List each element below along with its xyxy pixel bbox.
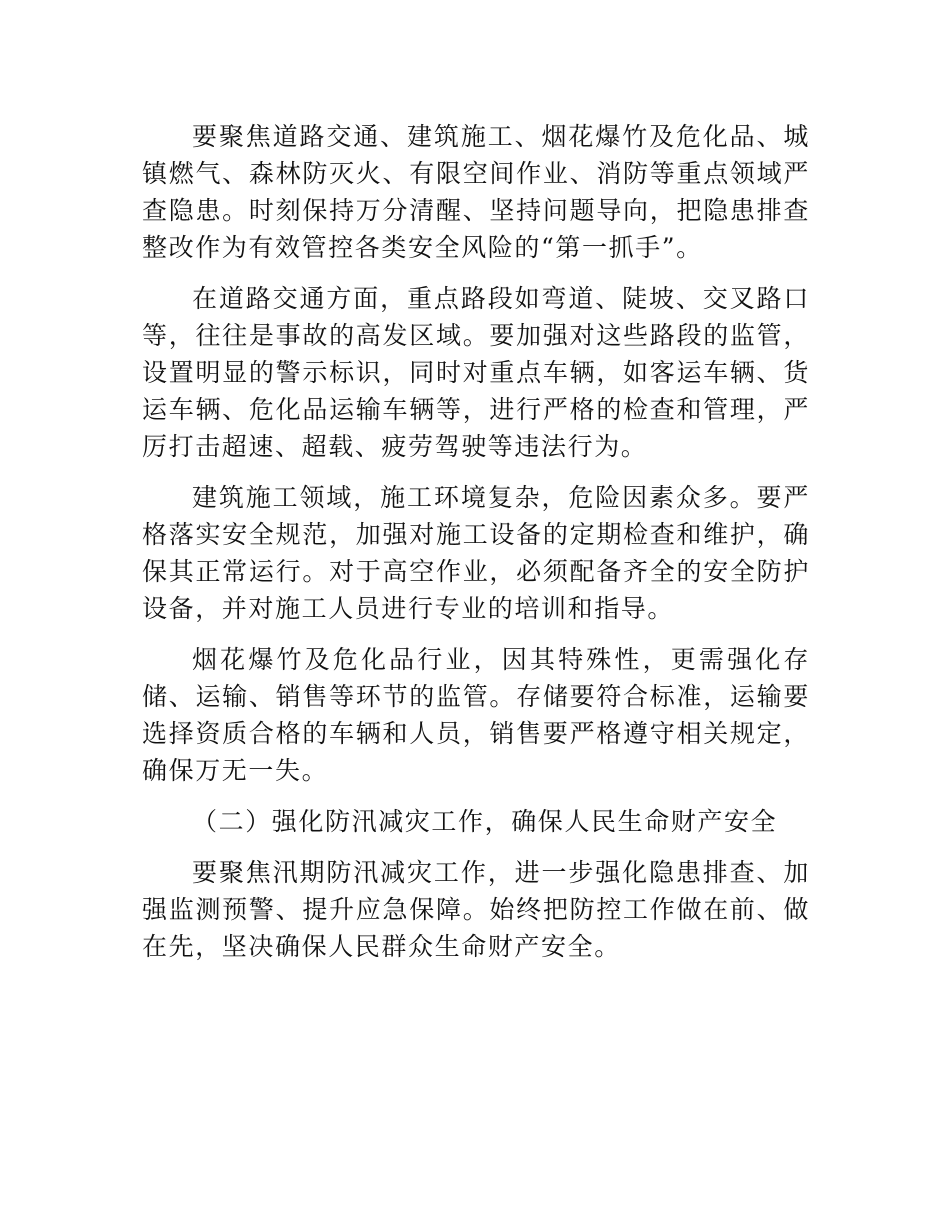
paragraph-flood-prevention: 要聚焦汛期防汛减灾工作，进一步强化隐患排查、加强监测预警、提升应急保障。始终把防控工作做在前、做在先，坚决确保人民群众生命财产安全。 bbox=[142, 858, 810, 961]
section-subheading: （二）强化防汛减灾工作，确保人民生命财产安全 bbox=[192, 807, 778, 836]
document-body bbox=[142, 118, 810, 979]
paragraph-fireworks-hazmat: 烟花爆竹及危化品行业，因其特殊性，更需强化存储、运输、销售等环节的监管。存储要符合标准，运输要选择资质合格的车辆和人员，销售要严格遵守相关规定，确保万无一失。 bbox=[142, 645, 810, 785]
paragraph-road-traffic: 在道路交通方面，重点路段如弯道、陡坡、交叉路口等，往往是事故的高发区域。要加强对这些路段的监管，设置明显的警示标识，同时对重点车辆，如客运车辆、货运车辆、危化品运输车辆等，进行严格的检查和管理，严厉打击超速、超载、疲劳驾驶等违法行为。 bbox=[142, 284, 810, 461]
paragraph-construction: 建筑施工领域，施工环境复杂，危险因素众多。要严格落实安全规范，加强对施工设备的定期检查和维护，确保其正常运行。对于高空作业，必须配备齐全的安全防护设备，并对施工人员进行专业的培训和指导。 bbox=[142, 483, 810, 623]
paragraph-key-areas: 要聚焦道路交通、建筑施工、烟花爆竹及危化品、城镇燃气、森林防灭火、有限空间作业、消防等重点领域严查隐患。时刻保持万分清醒、坚持问题导向，把隐患排查整改作为有效管控各类安全风险的“第一抓手”。 bbox=[142, 122, 810, 262]
